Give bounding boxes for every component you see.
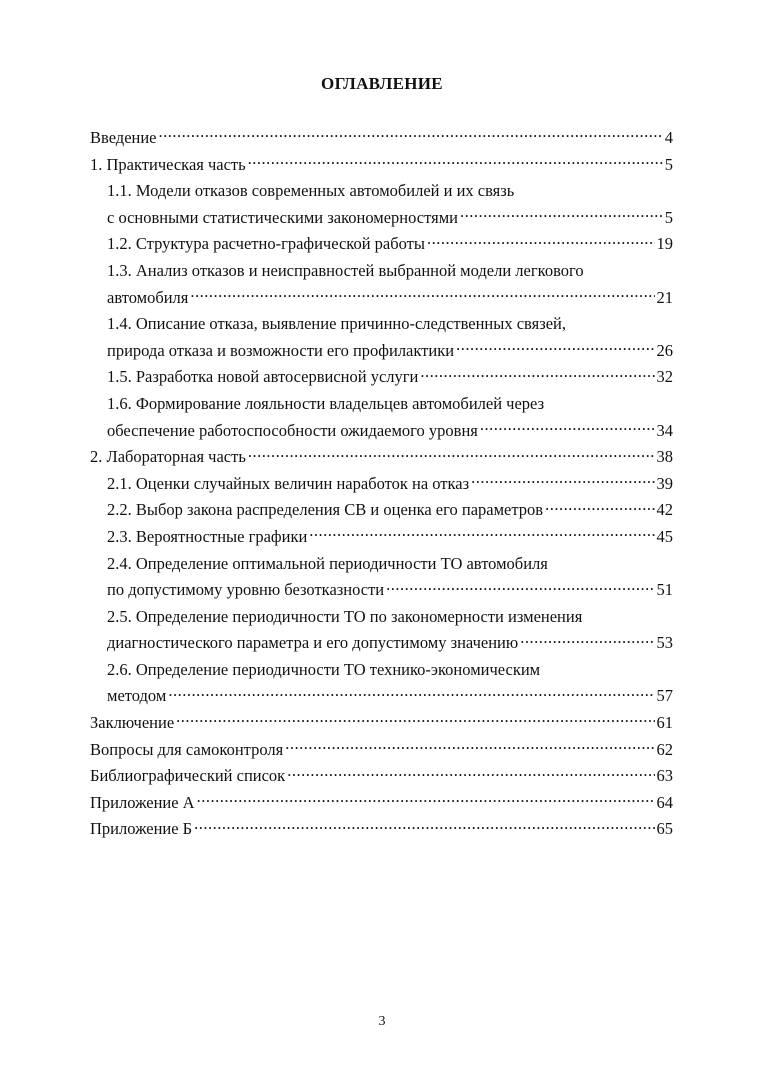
toc-entry-text: 2.6. Определение периодичности ТО технико-экономическим xyxy=(107,659,541,679)
toc-entry-page: 5 xyxy=(664,154,673,174)
toc-entry-text: 1.4. Описание отказа, выявление причинно-следственных связей, xyxy=(107,314,566,334)
toc-entry-text: с основными статистическими закономерностями xyxy=(107,207,458,227)
toc-entry-2-4-line1[interactable] xyxy=(90,551,673,578)
toc-entry-1-4-line2[interactable] xyxy=(90,338,673,365)
toc-entry-page: 51 xyxy=(656,580,673,600)
toc-entry-text: Вопросы для самоконтроля xyxy=(90,739,284,759)
toc-entry-introduction[interactable] xyxy=(90,125,673,152)
toc-entry-1-6-line1[interactable] xyxy=(90,391,673,418)
toc-entry-page: 62 xyxy=(656,739,673,759)
toc-entry-page: 42 xyxy=(656,500,673,520)
toc-entry-text: 1.2. Структура расчетно-графической работы xyxy=(107,234,425,254)
toc-entry-text: 2.4. Определение оптимальной периодичности ТО автомобиля xyxy=(107,553,548,573)
toc-entry-text: 1.5. Разработка новой автосервисной услуги xyxy=(107,367,419,387)
toc-leader-dots xyxy=(520,632,654,649)
toc-entry-text: 2.1. Оценки случайных величин наработок на отказ xyxy=(107,473,470,493)
toc-entry-1-3-line1[interactable] xyxy=(90,258,673,285)
toc-entry-page: 57 xyxy=(656,686,673,706)
toc-entry-text: 1.3. Анализ отказов и неисправностей выбранной модели легкового xyxy=(107,260,584,280)
toc-leader-dots xyxy=(456,339,654,356)
toc-entry-2-3[interactable] xyxy=(90,524,673,551)
toc-entry-page: 61 xyxy=(656,713,673,733)
toc-entry-chapter-1[interactable] xyxy=(90,152,673,179)
toc-entry-text: Библиографический список xyxy=(90,766,286,786)
toc-entry-page: 53 xyxy=(656,633,673,653)
toc-entry-2-5-line2[interactable] xyxy=(90,630,673,657)
toc-entry-2-2[interactable] xyxy=(90,497,673,524)
toc-entry-text: Заключение xyxy=(90,713,175,733)
toc-entry-1-1-line1[interactable] xyxy=(90,178,673,205)
toc-entry-text: 2. Лабораторная часть xyxy=(90,447,246,467)
toc-leader-dots xyxy=(168,685,654,702)
toc-leader-dots xyxy=(460,206,663,223)
toc-entry-1-4-line1[interactable] xyxy=(90,311,673,338)
toc-entry-2-4-line2[interactable] xyxy=(90,577,673,604)
toc-entry-page: 32 xyxy=(656,367,673,387)
toc-entry-page: 65 xyxy=(656,819,673,839)
toc-leader-dots xyxy=(194,818,654,835)
toc-entry-bibliography[interactable] xyxy=(90,763,673,790)
toc-entry-2-6-line2[interactable] xyxy=(90,683,673,710)
toc-entry-text: 2.3. Вероятностные графики xyxy=(107,526,308,546)
toc-leader-dots xyxy=(427,233,655,250)
toc-leader-dots xyxy=(420,366,654,383)
toc-leader-dots xyxy=(285,738,654,755)
toc-entry-page: 34 xyxy=(656,420,673,440)
toc-entry-1-5[interactable] xyxy=(90,364,673,391)
toc-leader-dots xyxy=(480,419,655,436)
toc-entry-1-1-line2[interactable] xyxy=(90,205,673,232)
toc-entry-page: 39 xyxy=(656,473,673,493)
toc-leader-dots xyxy=(386,579,654,596)
toc-leader-dots xyxy=(248,446,655,463)
toc-leader-dots xyxy=(159,127,663,144)
toc-entry-conclusion[interactable] xyxy=(90,710,673,737)
toc-entry-page: 21 xyxy=(656,287,673,307)
toc-entry-text: 2.5. Определение периодичности ТО по закономерности изменения xyxy=(107,606,583,626)
toc-entry-text: Приложение А xyxy=(90,792,195,812)
toc-entry-2-5-line1[interactable] xyxy=(90,604,673,631)
toc-entry-1-3-line2[interactable] xyxy=(90,285,673,312)
toc-leader-dots xyxy=(471,472,654,489)
toc-entry-questions[interactable] xyxy=(90,737,673,764)
toc-entry-text: Приложение Б xyxy=(90,819,193,839)
toc-entry-text: по допустимому уровню безотказности xyxy=(107,580,385,600)
toc-entry-page: 4 xyxy=(664,128,673,147)
toc-entry-appendix-b[interactable] xyxy=(90,816,673,843)
toc-leader-dots xyxy=(309,525,654,542)
page-title: ОГЛАВЛЕНИЕ xyxy=(321,74,443,93)
toc-entry-text: природа отказа и возможности его профилактики xyxy=(107,340,455,360)
toc-entry-page: 38 xyxy=(656,447,673,467)
toc-entry-page: 45 xyxy=(656,526,673,546)
toc-leader-dots xyxy=(190,286,654,303)
toc-leader-dots xyxy=(248,153,663,170)
toc-entry-text: автомобиля xyxy=(107,287,189,307)
table-of-contents xyxy=(90,125,673,843)
toc-entry-text: 1. Практическая часть xyxy=(90,154,246,174)
toc-entry-1-2[interactable] xyxy=(90,231,673,258)
toc-entry-text: 1.1. Модели отказов современных автомобилей и их связь xyxy=(107,181,515,201)
toc-entry-text: Введение xyxy=(90,128,157,147)
toc-entry-appendix-a[interactable] xyxy=(90,790,673,817)
page-number: 3 xyxy=(378,1014,386,1029)
toc-leader-dots xyxy=(176,712,654,729)
toc-leader-dots xyxy=(545,499,654,516)
toc-entry-page: 64 xyxy=(656,792,673,812)
toc-entry-text: 1.6. Формирование лояльности владельцев автомобилей через xyxy=(107,393,545,413)
toc-leader-dots xyxy=(197,791,655,808)
toc-entry-2-1[interactable] xyxy=(90,471,673,498)
toc-entry-text: обеспечение работоспособности ожидаемого уровня xyxy=(107,420,478,440)
toc-entry-page: 19 xyxy=(656,234,673,254)
toc-entry-text: 2.2. Выбор закона распределения СВ и оценка его параметров xyxy=(107,500,544,520)
toc-entry-page: 63 xyxy=(656,766,673,786)
toc-entry-page: 26 xyxy=(656,340,673,360)
toc-entry-2-6-line1[interactable] xyxy=(90,657,673,684)
toc-entry-chapter-2[interactable] xyxy=(90,444,673,471)
toc-entry-1-6-line2[interactable] xyxy=(90,418,673,445)
toc-entry-page: 5 xyxy=(664,207,673,227)
toc-entry-text: диагностического параметра и его допустимому значению xyxy=(107,633,519,653)
toc-leader-dots xyxy=(287,765,654,782)
toc-entry-text: методом xyxy=(107,686,167,706)
